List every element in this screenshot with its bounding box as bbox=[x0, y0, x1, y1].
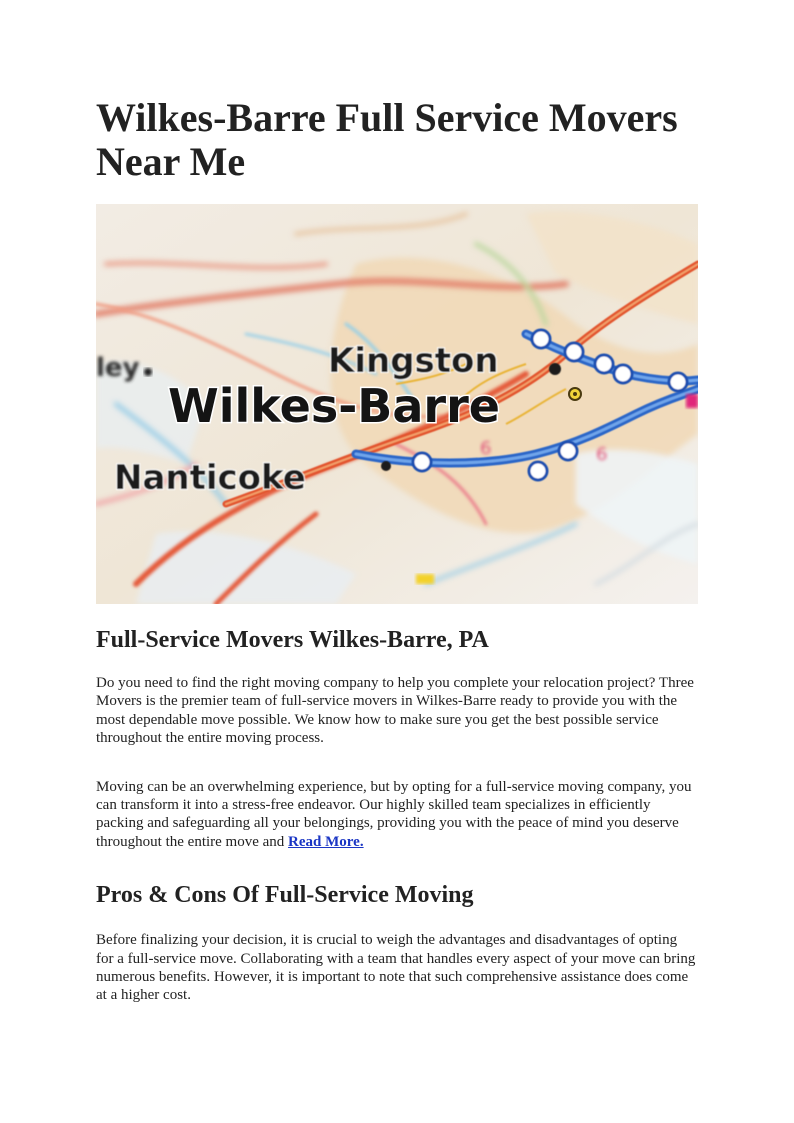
map-label-route-6-a: 6 bbox=[480, 438, 492, 459]
map-label-route-6-b: 6 bbox=[596, 444, 608, 465]
map-label-blurred-ley: ley bbox=[96, 353, 140, 383]
section-heading-full-service: Full-Service Movers Wilkes-Barre, PA bbox=[96, 627, 489, 653]
map-label-kingston: Kingston bbox=[328, 341, 499, 381]
benefits-paragraph-text: Moving can be an overwhelming experience, but by opting for a full-service moving company, you can transform it into a stress-free endeavor. Our highly skilled team specializes in efficiently packing and safeguarding all your belongings, providing you with the peace of mind you deserve throughout the entire move and bbox=[96, 778, 692, 850]
document-page bbox=[96, 96, 698, 1005]
page-title: Wilkes-Barre Full Service Movers Near Me bbox=[96, 95, 678, 184]
benefits-paragraph bbox=[96, 778, 698, 852]
hero-map-image bbox=[96, 204, 698, 604]
intro-paragraph: Do you need to find the right moving company to help you complete your relocation project? Three Movers is the premier team of full-service movers in Wilkes-Barre ready to provide you with the most dependable move possible. We know how to make sure you get the best possible service throughout the entire moving process. bbox=[96, 675, 694, 747]
map-label-nanticoke: Nanticoke bbox=[114, 458, 306, 498]
read-more-link[interactable]: Read More. bbox=[288, 833, 364, 850]
pros-cons-paragraph: Before finalizing your decision, it is crucial to weigh the advantages and disadvantages of opting for a full-service move. Collaborating with a team that handles every aspect of your move can bring numerous benefits. However, it is important to note that such comprehensive assistance does come at a higher cost. bbox=[96, 932, 696, 1004]
map-label-wilkes-barre: Wilkes-Barre bbox=[168, 379, 500, 433]
section-heading-pros-cons: Pros & Cons Of Full-Service Moving bbox=[96, 882, 474, 909]
